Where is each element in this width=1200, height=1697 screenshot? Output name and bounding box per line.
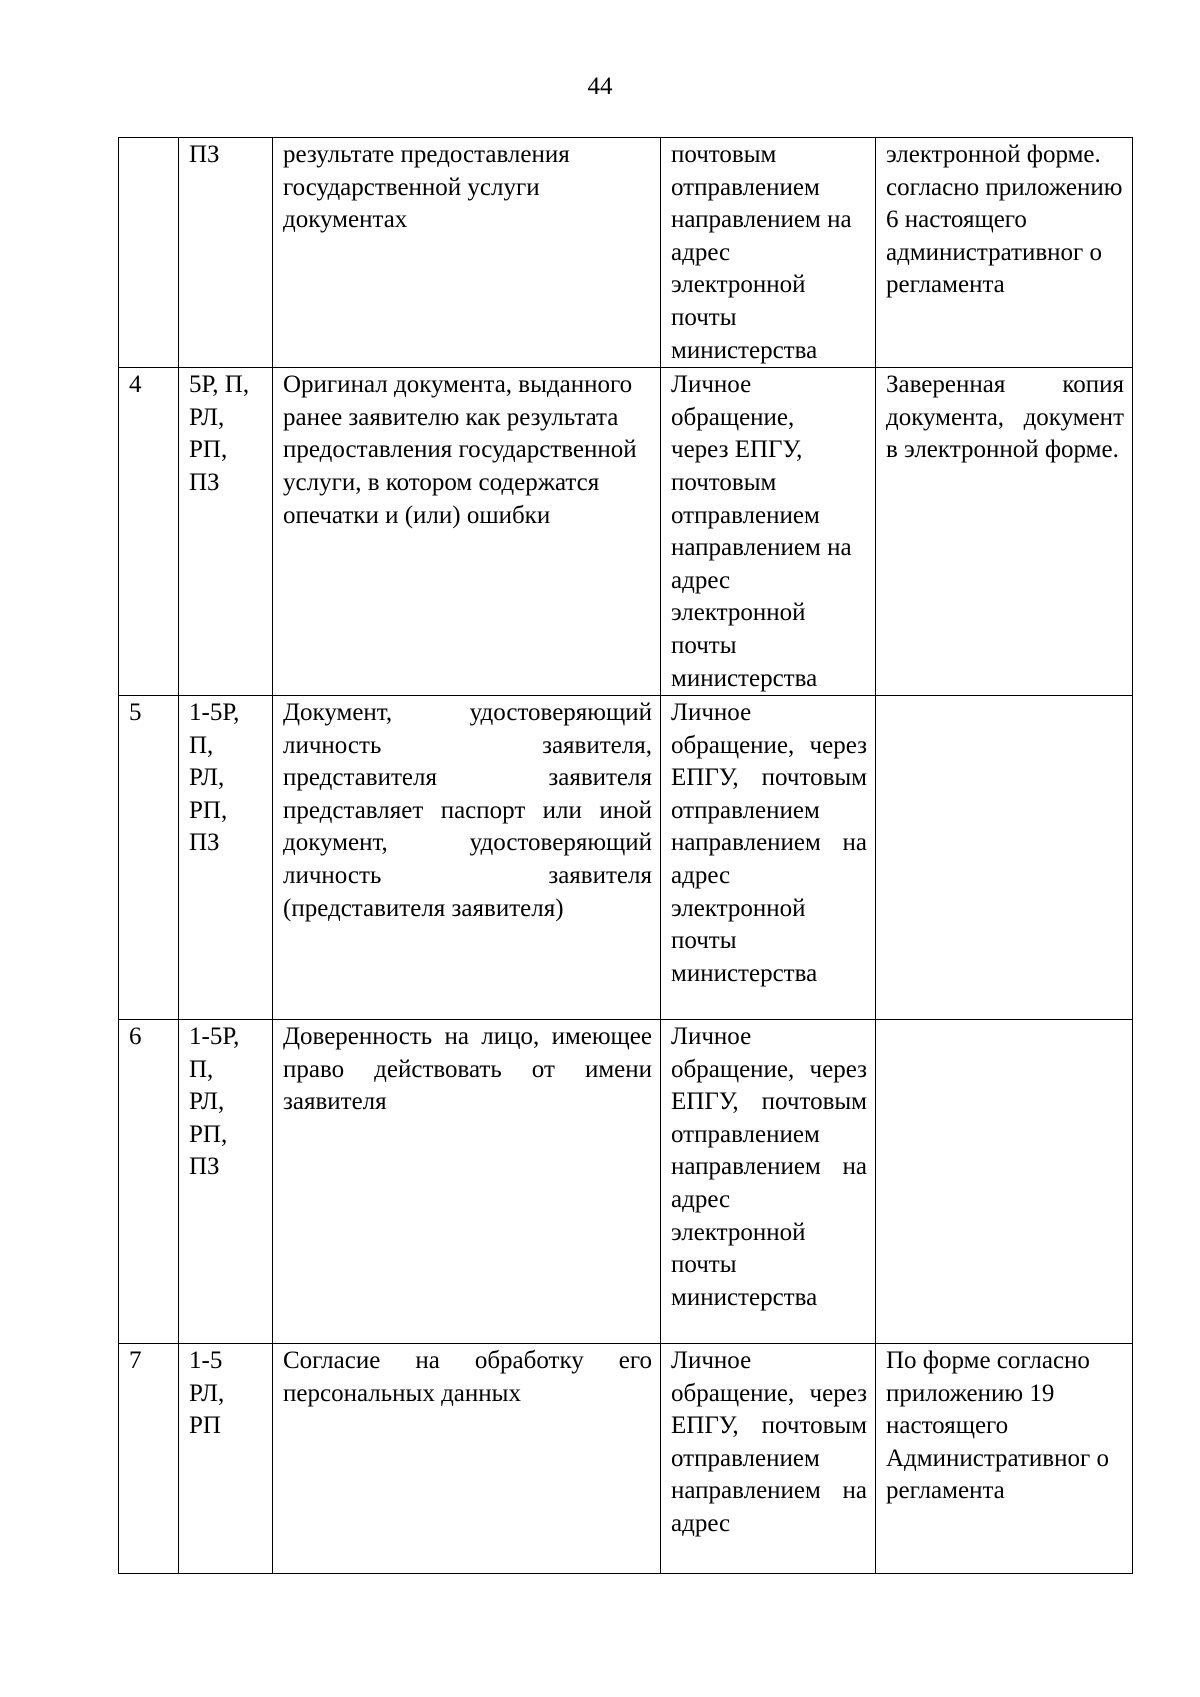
table-row: [119, 1020, 1133, 1344]
document-name-cell: Согласие на обработку его персональных данных: [273, 1344, 661, 1574]
table-row: [119, 368, 1133, 696]
applicant-code-cell: 5Р, П, РЛ, РП, ПЗ: [179, 368, 273, 696]
row-number-cell: 7: [119, 1344, 179, 1574]
row-number-cell: 4: [119, 368, 179, 696]
document-name-cell: Доверенность на лицо, имеющее право действовать от имени заявителя: [273, 1020, 661, 1344]
row-number-cell: [119, 138, 179, 368]
table-row: [119, 696, 1133, 1020]
submission-method-cell: Личное обращение, через ЕПГУ, почтовым отправлением направлением на адрес: [661, 1344, 876, 1574]
document-name-cell: Документ, удостоверяющий личность заявителя, представителя заявителя представляет паспорт или иной документ, удостоверяющий личность заявителя (представителя заявителя): [273, 696, 661, 1020]
document-form-cell: электронной форме. согласно приложению 6 настоящего административног о регламента: [876, 138, 1133, 368]
documents-table: [118, 137, 1133, 1574]
document-form-cell: Заверенная копия документа, документ в электронной форме.: [876, 368, 1133, 696]
page-number: 44: [587, 73, 613, 100]
document-form-cell: [876, 696, 1133, 1020]
document-name-cell: Оригинал документа, выданного ранее заявителю как результата предоставления государственной услуги, в котором содержатся опечатки и (или) ошибки: [273, 368, 661, 696]
applicant-code-cell: 1-5Р, П, РЛ, РП, ПЗ: [179, 696, 273, 1020]
row-number-cell: 6: [119, 1020, 179, 1344]
table-row: [119, 138, 1133, 368]
document-name-cell: результате предоставления государственной услуги документах: [273, 138, 661, 368]
document-form-cell: По форме согласно приложению 19 настоящего Административног о регламента: [876, 1344, 1133, 1574]
submission-method-cell: Личное обращение, через ЕПГУ, почтовым отправлением направлением на адрес электронной почты министерства: [661, 1020, 876, 1344]
submission-method-cell: Личное обращение, через ЕПГУ, почтовым отправлением направлением на адрес электронной почты министерства: [661, 696, 876, 1020]
document-form-cell: [876, 1020, 1133, 1344]
applicant-code-cell: ПЗ: [179, 138, 273, 368]
applicant-code-cell: 1-5Р, П, РЛ, РП, ПЗ: [179, 1020, 273, 1344]
submission-method-cell: Личное обращение, через ЕПГУ, почтовым отправлением направлением на адрес электронной почты министерства: [661, 368, 876, 696]
table-row: [119, 1344, 1133, 1574]
row-number-cell: 5: [119, 696, 179, 1020]
submission-method-cell: почтовым отправлением направлением на адрес электронной почты министерства: [661, 138, 876, 368]
applicant-code-cell: 1-5 РЛ, РП: [179, 1344, 273, 1574]
